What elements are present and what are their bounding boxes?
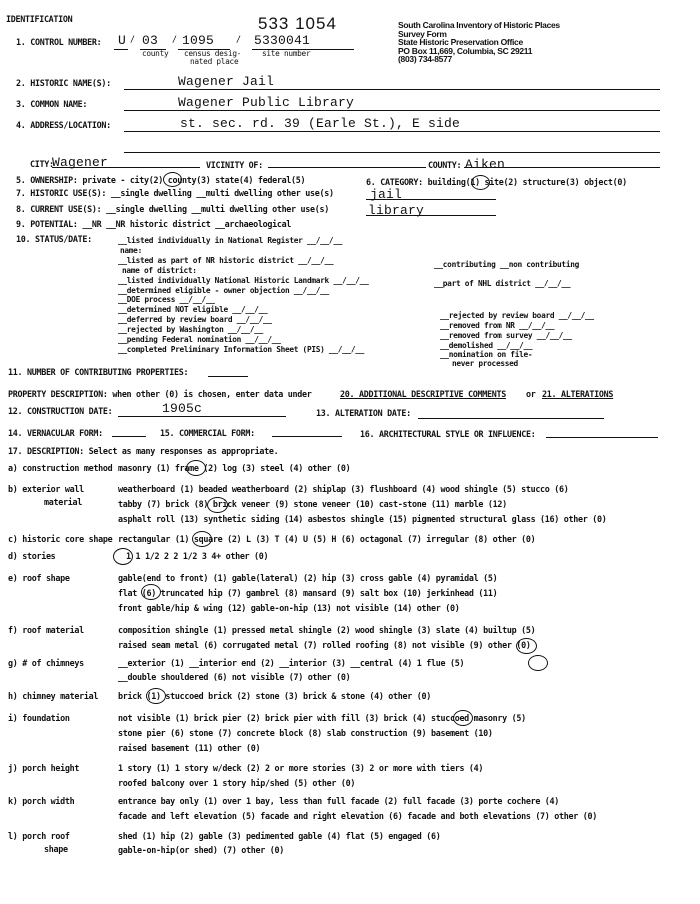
selection-circle	[186, 460, 206, 476]
site-sublabel: site number	[262, 49, 311, 58]
construction-date-label: 12. CONSTRUCTION DATE:	[8, 406, 113, 416]
option-line-g: __double shouldered (6) not visible (7) other (0)	[118, 672, 351, 682]
option-line-a: masonry (1) frame (2) log (3) steel (4) other (0)	[118, 463, 351, 473]
selection-circle	[528, 655, 548, 671]
option-line-i: stone pier (6) stone (7) concrete block (8) slab construction (9) basement (10)	[118, 728, 493, 738]
section-label-l: l) porch roof	[8, 831, 70, 841]
status-item: name of district:	[122, 266, 197, 275]
selection-circle	[207, 497, 228, 513]
alteration-date-label: 13. ALTERATION DATE:	[316, 408, 411, 418]
fill-line	[112, 436, 146, 437]
selection-circle	[146, 688, 166, 704]
status-item: __listed individually National Historic Landmark __/__/__	[118, 276, 369, 285]
contributing-field: 11. NUMBER OF CONTRIBUTING PROPERTIES:	[8, 367, 189, 377]
ownership-circle	[163, 172, 182, 187]
header-line: South Carolina Inventory of Historic Places	[398, 20, 560, 30]
county-sublabel: county	[142, 49, 169, 58]
commercial-form-field: 15. COMMERCIAL FORM:	[160, 428, 255, 438]
option-line-i: not visible (1) brick pier (2) brick pier with fill (3) brick (4) stuccoed masonry (5)	[118, 713, 526, 723]
option-line-c: rectangular (1) square (2) L (3) T (4) U (5) H (6) octagonal (7) irregular (8) other (0)	[118, 534, 536, 544]
option-line-b: weatherboard (1) beaded weatherboard (2) shiplap (3) flushboard (4) wood shingle (5) stucco (6)	[118, 484, 569, 494]
census-sublabel: census desig-	[184, 49, 242, 58]
status-item: __determined NOT eligible __/__/__	[118, 305, 268, 314]
fill-line	[366, 215, 496, 216]
current-use-field: 8. CURRENT USE(S): __single dwelling __multi dwelling other use(s)	[16, 204, 329, 214]
description-label: 17. DESCRIPTION: Select as many responses as appropriate.	[8, 446, 279, 456]
section-label-h: h) chimney material	[8, 691, 99, 701]
control-number-label: 1. CONTROL NUMBER:	[16, 37, 102, 47]
header-line: Survey Form	[398, 28, 447, 39]
status-item-right: __contributing __non contributing	[434, 260, 580, 269]
status-item-right: __rejected by review board __/__/__	[440, 311, 594, 320]
selection-circle	[453, 710, 473, 726]
current-use-value: library	[368, 203, 425, 218]
option-line-l: shed (1) hip (2) gable (3) pedimented gable (4) flat (5) engaged (6)	[118, 831, 441, 841]
property-description-note: PROPERTY DESCRIPTION: when other (0) is chosen, enter data under	[8, 389, 312, 399]
option-line-d: 1 1 1/2 2 2 1/2 3 4+ other (0)	[126, 551, 269, 561]
status-item-right: never processed	[452, 359, 518, 368]
section-label-b: b) exterior wall	[8, 484, 84, 494]
ownership-field: 5. OWNERSHIP: private - city(2) county(3) state(4) federal(5)	[16, 175, 306, 185]
fill-line	[464, 167, 660, 168]
status-item: __pending Federal nomination __/__/__	[118, 335, 281, 344]
status-item: __listed individually in National Register __/__/__	[118, 236, 343, 245]
option-line-g: __exterior (1) __interior end (2) __interior (3) __central (4) 1 flue (5)	[118, 658, 465, 668]
fill-line	[546, 437, 658, 438]
additional-comments-ref: 20. ADDITIONAL DESCRIPTIVE COMMENTS	[340, 389, 506, 399]
section-label-f: f) roof material	[8, 625, 84, 635]
common-name-value: Wagener Public Library	[178, 95, 355, 110]
selection-circle	[192, 531, 212, 547]
control-prefix: U	[118, 33, 127, 48]
option-line-j: roofed balcony over 1 story hip/shed (5) other (0)	[118, 778, 356, 788]
control-site: 5330041	[254, 33, 311, 48]
option-line-b: tabby (7) brick (8) brick veneer (9) stone veneer (10) cast-stone (11) marble (12)	[118, 499, 507, 509]
status-item: __determined eligible - owner objection __/__/__	[118, 286, 329, 295]
historic-use-field: 7. HISTORIC USE(S): __single dwelling __multi dwelling other use(s)	[16, 188, 334, 198]
option-line-l: gable-on-hip(or shed) (7) other (0)	[118, 845, 284, 855]
historic-use-value: jail	[370, 187, 403, 202]
vernacular-form-field: 14. VERNACULAR FORM:	[8, 428, 103, 438]
fill-line	[418, 418, 604, 419]
status-item-right: __nomination on file-	[440, 350, 533, 359]
address-value: st. sec. rd. 39 (Earle St.), E side	[180, 116, 461, 131]
section-label-e: e) roof shape	[8, 573, 70, 583]
common-name-label: 3. COMMON NAME:	[16, 99, 88, 109]
potential-field: 9. POTENTIAL: __NR __NR historic district __archaeological	[16, 219, 292, 229]
option-line-h: brick (1) stuccoed brick (2) stone (3) brick & stone (4) other (0)	[118, 691, 431, 701]
option-line-f: raised seam metal (6) corrugated metal (7) rolled roofing (8) not visible (9) other (0)	[118, 640, 531, 650]
selection-circle	[141, 584, 161, 600]
fill-line	[272, 436, 342, 437]
county-value: Aiken	[465, 157, 506, 172]
section-label-b-cont: material	[44, 497, 82, 507]
option-line-j: 1 story (1) 1 story w/deck (2) 2 or more stories (3) 2 or more with tiers (4)	[118, 763, 484, 773]
city-value: Wagener	[52, 155, 109, 170]
category-field: 6. CATEGORY: building(1) site(2) structure(3) object(0)	[366, 177, 627, 187]
address-label: 4. ADDRESS/LOCATION:	[16, 120, 111, 130]
status-label: 10. STATUS/DATE:	[16, 234, 92, 244]
vicinity-label: VICINITY OF:	[206, 160, 263, 170]
status-item: name:	[120, 246, 142, 255]
fill-line	[114, 49, 128, 50]
fill-line	[124, 110, 660, 111]
historic-name-value: Wagener Jail	[178, 74, 275, 89]
section-label-j: j) porch height	[8, 763, 80, 773]
fill-line	[52, 167, 200, 168]
county-label: COUNTY:	[428, 160, 462, 170]
historic-name-label: 2. HISTORIC NAME(S):	[16, 78, 111, 88]
header-line: State Historic Preservation Office	[398, 37, 523, 48]
style-field: 16. ARCHITECTURAL STYLE OR INFLUENCE:	[360, 429, 536, 439]
selection-circle	[516, 638, 537, 654]
section-label-c: c) historic core shape	[8, 534, 113, 544]
selection-circle	[113, 548, 133, 565]
fill-line	[208, 376, 248, 377]
section-label-i: i) foundation	[8, 713, 70, 723]
option-line-e: gable(end to front) (1) gable(lateral) (2) hip (3) cross gable (4) pyramidal (5)	[118, 573, 498, 583]
option-line-k: facade and left elevation (5) facade and right elevation (6) facade and both elevations (7) other (0)	[118, 811, 597, 821]
status-item: __completed Preliminary Information Sheet (PIS) __/__/__	[118, 345, 365, 354]
census-sublabel: nated place	[190, 57, 239, 66]
identification-label: IDENTIFICATION	[6, 14, 73, 24]
option-line-k: entrance bay only (1) over 1 bay, less than full facade (2) full facade (3) porte cochere (4)	[118, 796, 560, 806]
control-census: 1095	[182, 33, 215, 48]
status-item: __deferred by review board __/__/__	[118, 315, 272, 324]
alterations-ref: 21. ALTERATIONS	[542, 389, 614, 399]
option-line-e: flat (6) truncated hip (7) gambrel (8) mansard (9) salt box (10) jerkinhead (11)	[118, 588, 498, 598]
fill-line	[366, 199, 496, 200]
handwritten-number: 533 1054	[258, 14, 337, 33]
construction-date-value: 1905c	[162, 401, 203, 416]
option-line-b: asphalt roll (13) synthetic siding (14) asbestos shingle (15) pigmented structural glass (16) other (0)	[118, 514, 607, 524]
option-line-f: composition shingle (1) pressed metal shingle (2) wood shingle (3) slate (4) builtup (5)	[118, 625, 536, 635]
status-item-right: __part of NHL district __/__/__	[434, 279, 571, 288]
fill-line	[268, 167, 426, 168]
status-item-right: __demolished __/__/__	[440, 341, 533, 350]
or-word: or	[526, 389, 536, 399]
section-label-l-cont: shape	[44, 844, 68, 854]
header-line: PO Box 11,669, Columbia, SC 29211	[398, 45, 533, 56]
option-line-e: front gable/hip & wing (12) gable-on-hip (13) not visible (14) other (0)	[118, 603, 460, 613]
control-sep: /	[172, 34, 177, 44]
fill-line	[124, 131, 660, 132]
section-label-d: d) stories	[8, 551, 56, 561]
status-item: __listed as part of NR historic district __/__/__	[118, 256, 334, 265]
status-item: __DOE process __/__/__	[118, 295, 215, 304]
category-circle	[471, 175, 490, 190]
fill-line	[118, 416, 286, 417]
control-sep: /	[130, 34, 135, 44]
status-item-right: __removed from survey __/__/__	[440, 331, 572, 340]
section-label-a: a) construction method	[8, 463, 113, 473]
fill-line	[124, 89, 660, 90]
fill-line	[124, 152, 660, 153]
option-line-i: raised basement (11) other (0)	[118, 743, 261, 753]
header-line: (803) 734-8577	[398, 54, 452, 65]
control-county: 03	[142, 33, 159, 48]
control-sep: /	[236, 34, 241, 44]
status-item-right: __removed from NR __/__/__	[440, 321, 555, 330]
status-item: __rejected by Washington __/__/__	[118, 325, 264, 334]
section-label-g: g) # of chimneys	[8, 658, 84, 668]
section-label-k: k) porch width	[8, 796, 75, 806]
city-label: CITY:	[30, 159, 54, 169]
